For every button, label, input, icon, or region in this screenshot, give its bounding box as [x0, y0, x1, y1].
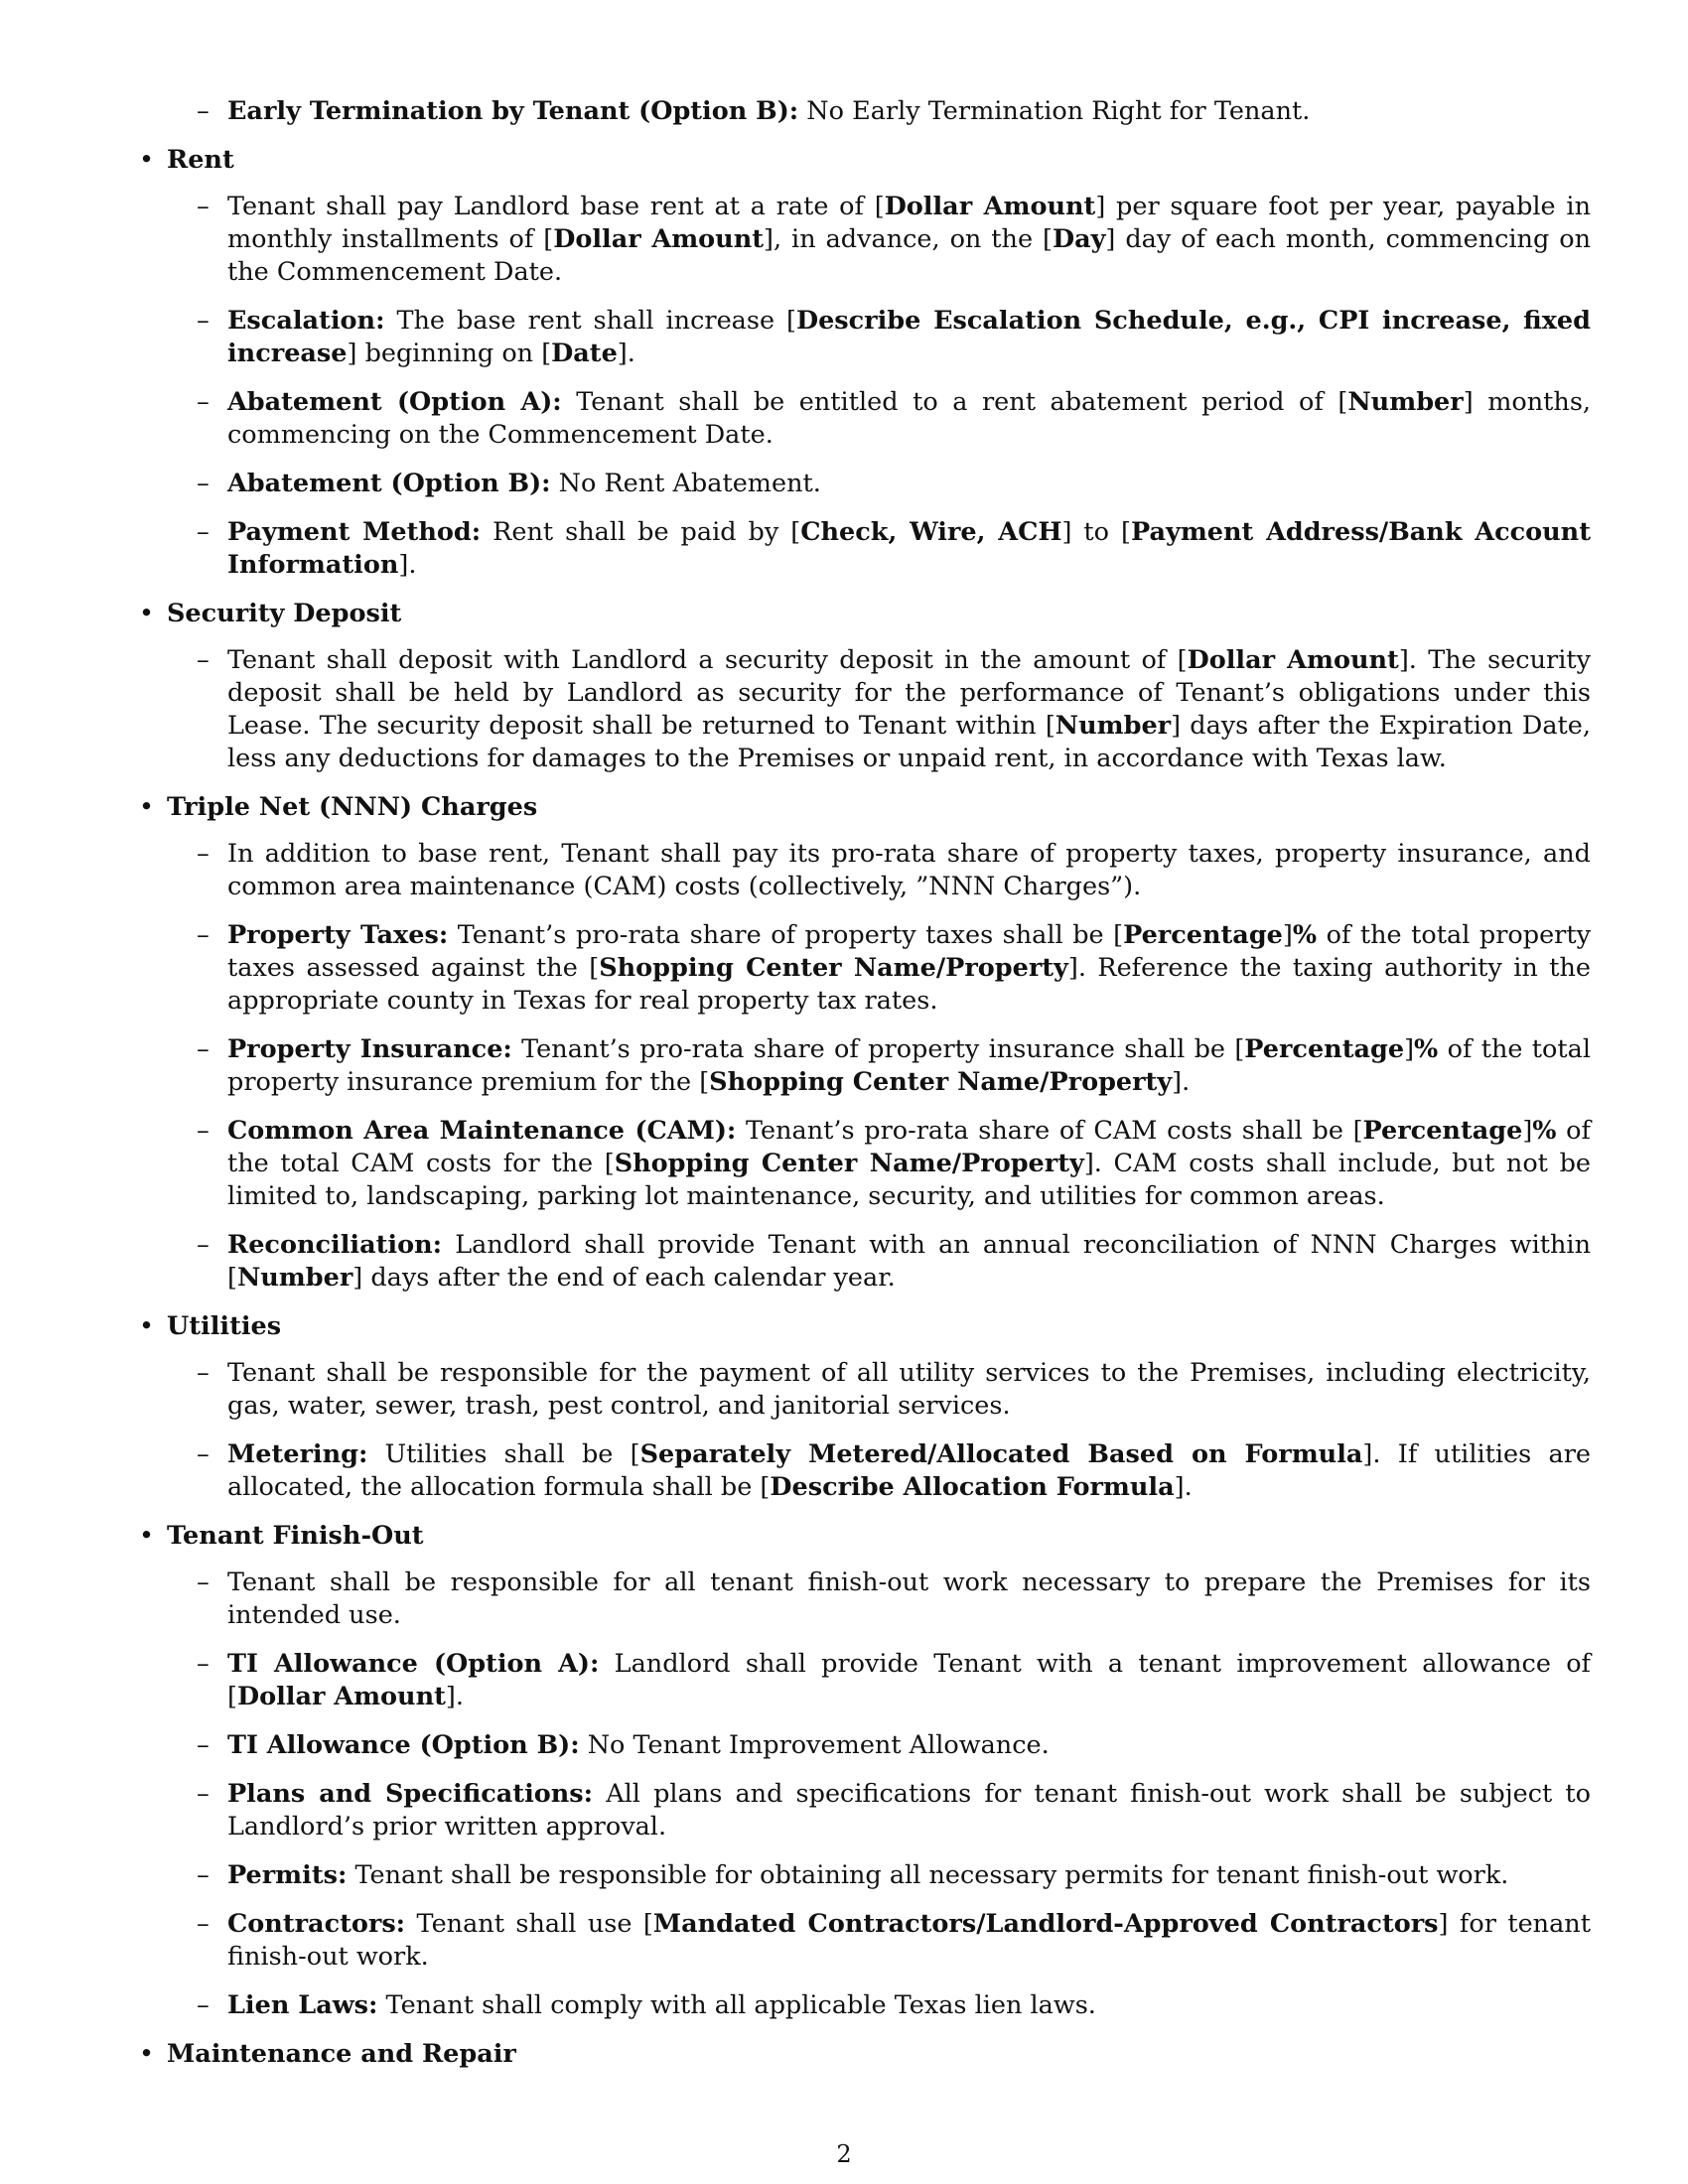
- dash-marker: –: [197, 517, 210, 547]
- item-text: Landlord shall provide Tenant with an annual reconciliation of NNN Charges within [: [227, 1230, 1591, 1293]
- placeholder-text: Number: [236, 1263, 353, 1293]
- bullet-marker: •: [139, 145, 155, 175]
- dash-marker: –: [197, 1358, 210, 1388]
- item-lead: Lien Laws:: [227, 1990, 378, 2020]
- section-heading-text: Tenant Finish-Out: [167, 1521, 424, 1551]
- list-item: [197, 1648, 1591, 1713]
- list-item: [197, 468, 1591, 500]
- list-item: [197, 386, 1592, 452]
- item-text: Tenant’s pro-rata share of property insurance shall be [: [511, 1034, 1245, 1064]
- placeholder-text: Day: [1052, 224, 1106, 254]
- item-lead: Common Area Maintenance (CAM):: [227, 1116, 737, 1146]
- document-body: [139, 95, 1592, 2085]
- item-text: Tenant’s pro-rata share of CAM costs shall be [: [736, 1116, 1363, 1146]
- placeholder-text: Number: [1055, 711, 1172, 741]
- item-text: No Tenant Improvement Allowance.: [579, 1730, 1050, 1760]
- item-text: Tenant shall pay Landlord base rent at a rate of [: [227, 192, 885, 221]
- item-text: ] days after the Expiration Date, less any deductions for damages to the Premises or unpaid rent, in accordance with Texas law.: [227, 711, 1591, 773]
- list-item: [197, 644, 1592, 775]
- bullet-marker: •: [139, 1311, 155, 1341]
- section: [139, 598, 1592, 775]
- placeholder-text: Describe Escalation Schedule, e.g., CPI increase, fixed increase: [227, 306, 1591, 368]
- dash-marker: –: [197, 469, 210, 498]
- item-text: No Rent Abatement.: [550, 469, 821, 498]
- dash-marker: –: [197, 920, 210, 950]
- list-item: [197, 1859, 1591, 1892]
- item-lead: Reconciliation:: [227, 1230, 443, 1260]
- item-text: Tenant shall deposit with Landlord a security deposit in the amount of [: [227, 645, 1188, 675]
- item-text: ]. CAM costs shall include, but not be limited to, landscaping, parking lot maintenance, security, and utilities for common areas.: [227, 1149, 1591, 1211]
- section-heading: [139, 1310, 1591, 1343]
- item-lead: Property Insurance:: [227, 1034, 512, 1064]
- list-item: [197, 919, 1592, 1018]
- item-text: ].: [398, 550, 417, 580]
- dash-marker: –: [197, 1230, 210, 1260]
- section: [139, 791, 1592, 1295]
- item-text: Utilities shall be [: [367, 1439, 640, 1469]
- section-heading-text: Triple Net (NNN) Charges: [167, 792, 538, 822]
- dash-marker: –: [197, 96, 210, 126]
- placeholder-text: Percentage: [1362, 1116, 1523, 1146]
- placeholder-text: %: [1414, 1034, 1439, 1064]
- dash-marker: –: [197, 645, 210, 675]
- list-item: [197, 1729, 1591, 1762]
- item-lead: Abatement (Option A):: [227, 387, 562, 417]
- item-text: ].: [445, 1682, 464, 1711]
- section-heading: [139, 791, 1591, 824]
- dash-marker: –: [197, 387, 210, 417]
- item-lead: Escalation:: [227, 306, 385, 336]
- item-text: ] per square foot per year, payable in monthly installments of [: [227, 192, 1591, 254]
- bullet-marker: •: [139, 1521, 155, 1551]
- item-lead: Early Termination by Tenant (Option B):: [227, 96, 799, 126]
- placeholder-text: Describe Allocation Formula: [770, 1472, 1175, 1502]
- dash-marker: –: [197, 306, 210, 336]
- list-item: [197, 1438, 1591, 1504]
- placeholder-text: Payment Address/Bank Account Information: [227, 517, 1591, 580]
- item-text: Tenant shall comply with all applicable Texas lien laws.: [377, 1990, 1096, 2020]
- bullet-marker: •: [139, 2039, 155, 2069]
- section-heading: [139, 598, 1591, 630]
- item-lead: Metering:: [227, 1439, 368, 1469]
- item-text: Tenant shall use [: [405, 1909, 653, 1939]
- item-text: Tenant shall be responsible for obtaining all necessary permits for tenant finish-out work.: [347, 1860, 1509, 1890]
- section: [139, 144, 1592, 582]
- placeholder-text: Dollar Amount: [884, 192, 1096, 221]
- placeholder-text: %: [1532, 1116, 1557, 1146]
- list-item: [197, 838, 1591, 903]
- dash-marker: –: [197, 1909, 210, 1939]
- item-text: ], in advance, on the [: [764, 224, 1053, 254]
- placeholder-text: Date: [551, 339, 618, 368]
- dash-marker: –: [197, 1649, 210, 1679]
- item-lead: TI Allowance (Option A):: [227, 1649, 600, 1679]
- item-lead: Abatement (Option B):: [227, 469, 551, 498]
- item-text: ].: [1172, 1067, 1191, 1097]
- item-text: ] months, commencing on the Commencement Date.: [227, 387, 1592, 450]
- item-text: ]: [1522, 1116, 1533, 1146]
- dash-marker: –: [197, 1439, 210, 1469]
- dash-marker: –: [197, 1116, 210, 1146]
- dash-marker: –: [197, 1779, 210, 1809]
- item-text: All plans and specifications for tenant finish-out work shall be subject to Landlord’s prior written approval.: [227, 1779, 1591, 1842]
- item-text: Tenant’s pro-rata share of property taxes shall be [: [448, 920, 1124, 950]
- item-text: ] days after the end of each calendar year.: [352, 1263, 896, 1293]
- item-lead: Payment Method:: [227, 517, 482, 547]
- section-heading-text: Security Deposit: [167, 599, 402, 628]
- section-heading: [139, 2038, 1591, 2071]
- item-text: No Early Termination Right for Tenant.: [798, 96, 1311, 126]
- section: [139, 1310, 1591, 1504]
- item-text: Tenant shall be responsible for all tenant finish-out work necessary to prepare the Premises for its intended use.: [227, 1568, 1591, 1630]
- placeholder-text: Dollar Amount: [553, 224, 765, 254]
- dash-marker: –: [197, 839, 210, 869]
- dash-marker: –: [197, 192, 210, 221]
- item-text: In addition to base rent, Tenant shall pay its pro-rata share of property taxes, property insurance, and common area maintenance (CAM) costs (collectively, ”NNN Charges”).: [227, 839, 1591, 901]
- list-item: [197, 1115, 1591, 1213]
- list-item: [197, 516, 1591, 582]
- dash-marker: –: [197, 1860, 210, 1890]
- placeholder-text: %: [1292, 920, 1318, 950]
- section-heading-text: Maintenance and Repair: [167, 2039, 516, 2069]
- section-heading: [139, 144, 1591, 177]
- item-text: ] to [: [1061, 517, 1131, 547]
- list-item: [197, 191, 1591, 289]
- placeholder-text: Number: [1347, 387, 1464, 417]
- list-item: [197, 1778, 1591, 1843]
- section: [139, 1520, 1591, 2022]
- item-lead: TI Allowance (Option B):: [227, 1730, 580, 1760]
- dash-marker: –: [197, 1568, 210, 1597]
- item-text: of the total property taxes assessed against the [: [227, 920, 1592, 983]
- list-item: [197, 1567, 1591, 1632]
- item-text: ]. If utilities are allocated, the allocation formula shall be [: [227, 1439, 1591, 1502]
- list-item: [197, 1033, 1592, 1099]
- item-text: ] for tenant finish-out work.: [227, 1909, 1591, 1972]
- item-lead: Contractors:: [227, 1909, 406, 1939]
- bullet-marker: •: [139, 599, 155, 628]
- item-text: Tenant shall be entitled to a rent abatement period of [: [561, 387, 1348, 417]
- item-text: ]. Reference the taxing authority in the appropriate county in Texas for real property tax rates.: [227, 953, 1591, 1016]
- item-lead: Property Taxes:: [227, 920, 449, 950]
- placeholder-text: Percentage: [1244, 1034, 1405, 1064]
- placeholder-text: Percentage: [1123, 920, 1283, 950]
- placeholder-text: Dollar Amount: [1187, 645, 1399, 675]
- sections-container: [139, 144, 1592, 2071]
- dash-marker: –: [197, 1034, 210, 1064]
- placeholder-text: Separately Metered/Allocated Based on Formula: [639, 1439, 1363, 1469]
- page-number: 2: [836, 2140, 852, 2168]
- bullet-marker: •: [139, 792, 155, 822]
- placeholder-text: Check, Wire, ACH: [800, 517, 1062, 547]
- dash-marker: –: [197, 1730, 210, 1760]
- item-text: ]: [1282, 920, 1293, 950]
- item-text: ] beginning on [: [347, 339, 552, 368]
- item-text: ].: [617, 339, 635, 368]
- item-text: Rent shall be paid by [: [481, 517, 801, 547]
- list-item: [197, 1908, 1591, 1974]
- list-item: [197, 95, 1591, 128]
- item-lead: Plans and Specifications:: [227, 1779, 594, 1809]
- placeholder-text: Shopping Center Name/Property: [599, 953, 1068, 983]
- item-text: of the total CAM costs for the [: [227, 1116, 1591, 1178]
- item-text: ] day of each month, commencing on the Commencement Date.: [227, 224, 1591, 287]
- list-item: [197, 1357, 1591, 1423]
- list-item: [197, 1989, 1591, 2022]
- placeholder-text: Dollar Amount: [236, 1682, 446, 1711]
- section-heading: [139, 1520, 1591, 1553]
- placeholder-text: Shopping Center Name/Property: [709, 1067, 1173, 1097]
- section: [139, 2038, 1591, 2071]
- placeholder-text: Mandated Contractors/Landlord-Approved Contractors: [652, 1909, 1439, 1939]
- item-text: ]: [1404, 1034, 1415, 1064]
- item-text: The base rent shall increase [: [384, 306, 796, 336]
- list-item: [197, 305, 1591, 370]
- item-text: Tenant shall be responsible for the payment of all utility services to the Premises, including electricity, gas, water, sewer, trash, pest control, and janitorial services.: [227, 1358, 1591, 1421]
- item-text: ].: [1174, 1472, 1193, 1502]
- item-lead: Permits:: [227, 1860, 348, 1890]
- section-heading-text: Utilities: [167, 1311, 282, 1341]
- placeholder-text: Shopping Center Name/Property: [614, 1149, 1084, 1178]
- item-text: ]. The security deposit shall be held by Landlord as security for the performance of Tenant’s obligations under this Lease. The security deposit shall be returned to Tenant within [: [227, 645, 1592, 741]
- item-text: Landlord shall provide Tenant with a tenant improvement allowance of [: [227, 1649, 1591, 1711]
- list-item: [197, 1229, 1591, 1295]
- section-heading-text: Rent: [167, 145, 234, 175]
- item-text: of the total property insurance premium for the [: [227, 1034, 1592, 1097]
- dash-marker: –: [197, 1990, 210, 2020]
